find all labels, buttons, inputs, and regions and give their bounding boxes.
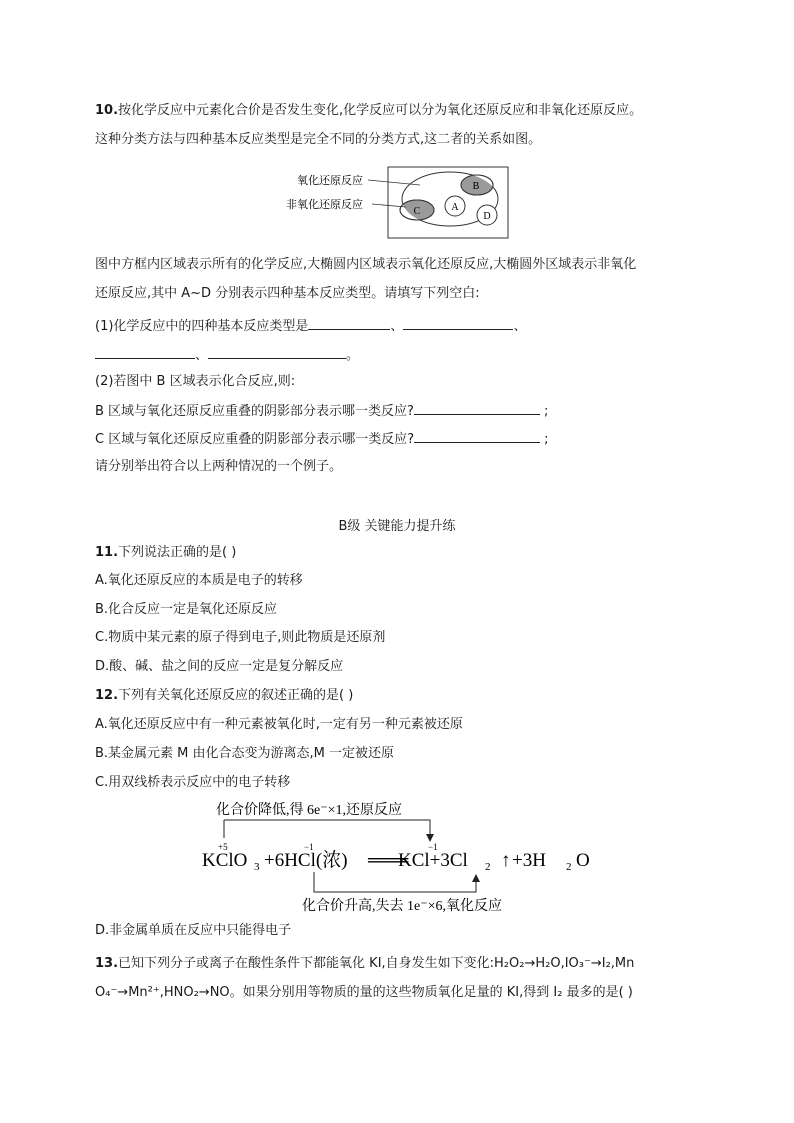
kclo3: KClO xyxy=(202,850,248,871)
label-a: A xyxy=(451,202,459,213)
answer-blank-b[interactable] xyxy=(414,401,540,415)
q11-option-d[interactable]: D.酸、碱、盐之间的反应一定是复分解反应 xyxy=(95,659,344,674)
products-kcl-cl: KCl+3Cl xyxy=(398,850,468,871)
ox-state-m1a: −1 xyxy=(304,842,314,852)
q10-b-question: B 区域与氧化还原反应重叠的阴影部分表示哪一类反应? ; xyxy=(95,401,548,421)
top-bridge-line xyxy=(224,820,430,836)
answer-blank-2[interactable] xyxy=(403,316,513,330)
answer-blank-3[interactable] xyxy=(95,345,195,359)
q12-option-a[interactable]: A.氧化还原反应中有一种元素被氧化时,一定有另一种元素被还原 xyxy=(95,717,463,732)
q11-option-c[interactable]: C.物质中某元素的原子得到电子,则此物质是还原剂 xyxy=(95,630,386,645)
question-number: 10. xyxy=(95,103,119,118)
q10-text-1: 按化学反应中元素化合价是否发生变化,化学反应可以分为氧化还原反应和非氧化还原反应。 xyxy=(118,103,643,118)
q10-para1: 图中方框内区域表示所有的化学反应,大椭圆内区域表示氧化还原反应,大椭圆外区域表示非氧化 xyxy=(95,257,637,272)
gas-arrow: ↑ xyxy=(501,850,511,871)
q10-sub1-cont: 、 。 xyxy=(95,345,359,365)
q10-example: 请分别举出符合以上两种情况的一个例子。 xyxy=(95,459,343,474)
label-c: C xyxy=(413,206,421,217)
q10-c-question: C 区域与氧化还原反应重叠的阴影部分表示哪一类反应? ; xyxy=(95,429,549,449)
q12-stem: 12.下列有关氧化还原反应的叙述正确的是( ) xyxy=(95,688,354,703)
q12-option-b[interactable]: B.某金属元素 M 由化合态变为游离态,M 一定被还原 xyxy=(95,746,395,761)
q12-option-c[interactable]: C.用双线桥表示反应中的电子转移 xyxy=(95,775,291,790)
q11-option-b[interactable]: B.化合反应一定是氧化还原反应 xyxy=(95,602,278,617)
label-d: D xyxy=(483,211,491,222)
svg-text:2: 2 xyxy=(485,861,491,873)
redox-equation-diagram xyxy=(190,798,610,918)
ox-state-m1b: −1 xyxy=(428,842,438,852)
svg-text:3: 3 xyxy=(254,861,260,873)
top-arrow-head xyxy=(426,834,434,842)
q11-option-a[interactable]: A.氧化还原反应的本质是电子的转移 xyxy=(95,573,303,588)
svg-text:O: O xyxy=(576,850,590,871)
q10-line2: 这种分类方法与四种基本反应类型是完全不同的分类方式,这二者的关系如图。 xyxy=(95,132,542,147)
answer-blank-c[interactable] xyxy=(414,429,540,443)
question-number: 11. xyxy=(95,545,119,560)
bottom-bridge-label: 化合价升高,失去 1e⁻×6,氧化反应 xyxy=(302,899,502,914)
answer-blank-1[interactable] xyxy=(308,316,390,330)
equals-sign: ═══ xyxy=(368,850,409,871)
bottom-bridge-line xyxy=(314,872,476,892)
label-redox: 氧化还原反应 xyxy=(297,174,363,187)
q10-sub1: (1)化学反应中的四种基本反应类型是 、 、 xyxy=(95,316,526,336)
section-title: B级 关键能力提升练 xyxy=(338,519,456,534)
venn-diagram xyxy=(280,163,520,243)
hcl-term: +6HCl(浓) xyxy=(264,850,348,871)
q11-stem: 11.下列说法正确的是( ) xyxy=(95,545,237,560)
label-nonredox: 非氧化还原反应 xyxy=(286,198,363,211)
q12-option-d[interactable]: D.非金属单质在反应中只能得电子 xyxy=(95,923,292,938)
q10-sub2: (2)若图中 B 区域表示化合反应,则: xyxy=(95,374,296,389)
q10-para2: 还原反应,其中 A~D 分别表示四种基本反应类型。请填写下列空白: xyxy=(95,286,480,301)
answer-blank-4[interactable] xyxy=(208,345,346,359)
label-b: B xyxy=(472,181,480,192)
svg-text:2: 2 xyxy=(566,861,572,873)
bottom-arrow-head xyxy=(472,874,480,882)
question-number: 12. xyxy=(95,688,119,703)
ox-state-p5: +5 xyxy=(218,842,228,852)
q13-line2: O₄⁻→Mn²⁺,HNO₂→NO。如果分别用等物质的量的这些物质氧化足量的 KI,得到 I₂ 最多的是( ) xyxy=(95,985,633,1000)
q13-line1: 13.已知下列分子或离子在酸性条件下都能氧化 KI,自身发生如下变化:H₂O₂→H₂O,IO₃⁻→I₂,Mn xyxy=(95,956,635,971)
q10-line1 xyxy=(95,102,642,120)
top-bridge-label: 化合价降低,得 6e⁻×1,还原反应 xyxy=(216,803,402,818)
question-number: 13. xyxy=(95,956,119,971)
water-term: +3H xyxy=(512,850,546,871)
